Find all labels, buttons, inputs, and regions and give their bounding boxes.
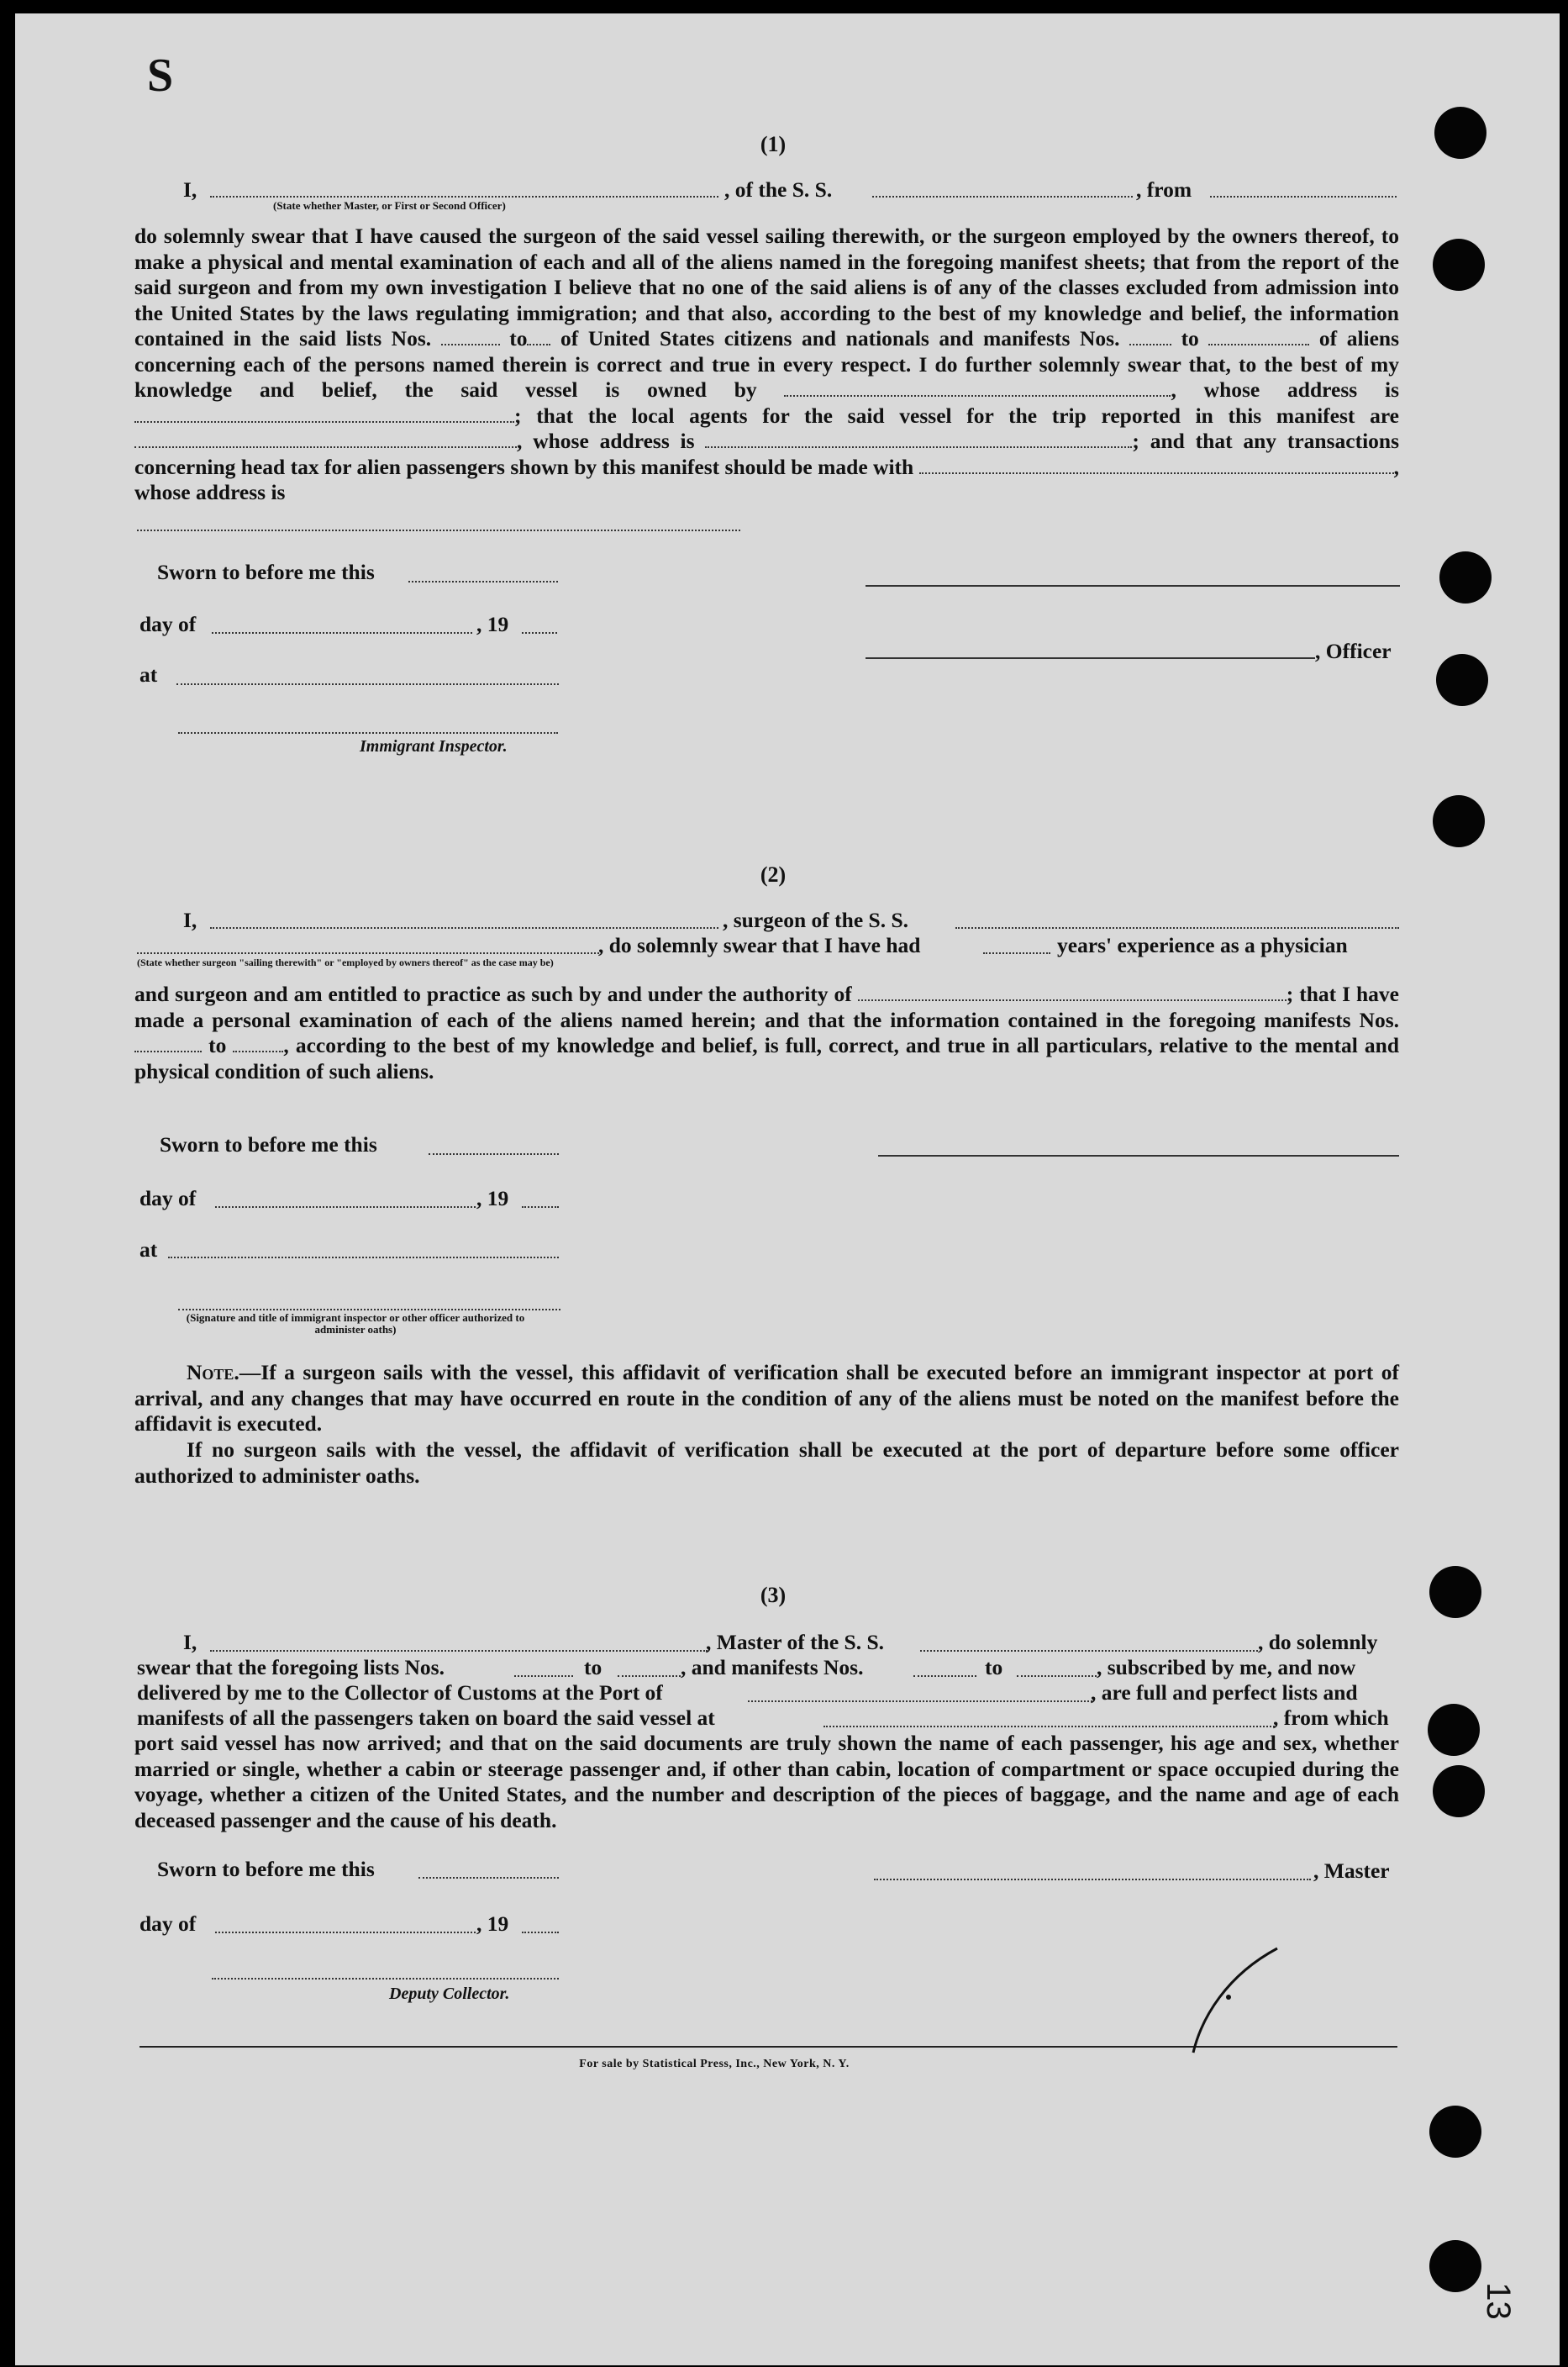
- s3-sworn: Sworn to before me this: [157, 1857, 375, 1881]
- s2-sworn: Sworn to before me this: [160, 1132, 377, 1157]
- s1-at: at: [139, 662, 158, 687]
- s1-manifests-from-field[interactable]: [1129, 329, 1171, 345]
- s1-sworn-field[interactable]: [408, 581, 558, 583]
- s3-manifests-to-field[interactable]: [1017, 1675, 1097, 1677]
- s2-I: I,: [183, 908, 197, 932]
- s2-body-a: and surgeon and am entitled to practice as such by and under the authority of: [134, 982, 852, 1006]
- s2-body-b: that I have made a personal examination of each of the aliens named herein; and that the information contained in the foregoing manifests Nos.: [134, 982, 1399, 1032]
- s3-I: I,: [183, 1630, 197, 1654]
- s1-officer-signature-line[interactable]: [866, 585, 1400, 587]
- s2-manifests-from-field[interactable]: [134, 1036, 202, 1052]
- s1-officer-label: , Officer: [1315, 639, 1392, 663]
- s3-line2-a: swear that the foregoing lists Nos.: [137, 1655, 445, 1679]
- s2-note-2: If no surgeon sails with the vessel, the affidavit of verification shall be executed at the port of departure before some officer authorized to administer oaths.: [134, 1437, 1399, 1488]
- binder-hole: [1429, 2106, 1481, 2158]
- s1-day-of: day of: [139, 612, 197, 636]
- s2-sworn-field[interactable]: [429, 1153, 559, 1155]
- s2-day-of: day of: [139, 1186, 197, 1210]
- s3-manifests-from-field[interactable]: [913, 1675, 976, 1677]
- binder-hole: [1436, 654, 1488, 706]
- s1-whose3: , whose address is: [134, 454, 1400, 504]
- s1-body-b: of United States citizens and nationals and manifests Nos.: [560, 326, 1120, 351]
- s2-to: to: [208, 1033, 227, 1057]
- s3-line3-a: delivered by me to the Collector of Customs at the Port of: [137, 1680, 663, 1705]
- s3-deputy-label: Deputy Collector.: [389, 1985, 510, 2003]
- s3-day-field[interactable]: [215, 1932, 476, 1933]
- s2-official-note: (Signature and title of immigrant inspector or other officer authorized to administer oaths): [186, 1311, 525, 1336]
- s3-subscribed: , subscribed by me, and now: [1097, 1655, 1356, 1679]
- s1-owner-address-field[interactable]: [134, 406, 514, 423]
- s3-line3-b: , are full and perfect lists and: [1091, 1680, 1358, 1705]
- s1-whose1: , whose address is: [1171, 377, 1400, 402]
- s3-swear: , do solemnly: [1258, 1630, 1378, 1654]
- s1-from: , from: [1136, 177, 1192, 202]
- s2-surgeon-of-ss: , surgeon of the S. S.: [723, 908, 909, 932]
- s3-lists-from-field[interactable]: [514, 1675, 573, 1677]
- binder-hole: [1433, 239, 1485, 291]
- s1-inspector-signature-line[interactable]: [178, 732, 558, 734]
- s2-authority-field[interactable]: [858, 984, 1286, 1001]
- s2-capacity-note: (State whether surgeon "sailing therewith" or "employed by owners thereof" as the case may be): [137, 957, 554, 968]
- s1-agents-field[interactable]: [134, 431, 517, 448]
- s1-day-field[interactable]: [212, 632, 472, 634]
- s1-year: , 19: [476, 612, 509, 636]
- s3-vessel-field[interactable]: [920, 1650, 1258, 1652]
- binder-hole: [1428, 1704, 1480, 1756]
- s1-to2: to: [1181, 326, 1199, 351]
- s1-headtax-field[interactable]: [919, 457, 1394, 474]
- binder-hole: [1433, 1765, 1485, 1817]
- s1-officer-note: (State whether Master, or First or Second Officer): [273, 199, 506, 212]
- s2-day-field[interactable]: [215, 1206, 476, 1208]
- s2-years-label: years' experience as a physician: [1057, 933, 1348, 957]
- pen-stroke-mark: [1185, 1942, 1286, 2059]
- page-number: 13: [1479, 2282, 1517, 2320]
- binder-hole: [1429, 1566, 1481, 1618]
- s2-official-signature-line[interactable]: [178, 1309, 560, 1310]
- s3-deputy-signature-line[interactable]: [212, 1978, 559, 1980]
- s1-body-c: of aliens concerning each of the persons named therein is correct and true in every respect. I do further solemnly swear that, to the best of my knowledge and belief, the said vessel is owned by: [134, 326, 1400, 402]
- section-1-heading: (1): [760, 132, 787, 156]
- s2-note: [134, 1360, 1399, 1437]
- section-2-heading: (2): [760, 862, 787, 887]
- s1-body-d: that the local agents for the said vessel for the trip reported in this manifest are: [536, 403, 1399, 428]
- s3-sworn-field[interactable]: [418, 1877, 559, 1879]
- corner-mark: S: [147, 50, 171, 102]
- s2-note-label: Note.: [187, 1360, 239, 1384]
- s1-headtax-address-field[interactable]: [137, 530, 740, 531]
- s3-line4-a: manifests of all the passengers taken on board the said vessel at: [137, 1705, 715, 1730]
- s1-to1: to: [509, 326, 528, 351]
- s1-lists-from-field[interactable]: [441, 329, 500, 345]
- s2-note-1: —If a surgeon sails with the vessel, this affidavit of verification shall be executed before an immigrant inspector at port of arrival, and any changes that may have occurred en route in the condition of any of the aliens must be noted on the manifest before the affidavit is executed.: [134, 1360, 1399, 1436]
- s1-body-e: ; and that any transactions concerning head tax for alien passengers shown by this manifest should be made with: [134, 429, 1400, 479]
- binder-hole: [1439, 551, 1492, 604]
- s1-lists-to-field[interactable]: [527, 329, 550, 345]
- s1-inspector-label: Immigrant Inspector.: [360, 737, 508, 756]
- s3-master-name-field[interactable]: [210, 1650, 708, 1652]
- s1-whose2: whose address is: [533, 429, 695, 453]
- s3-master-signature-line[interactable]: [874, 1879, 1311, 1880]
- s3-embark-port-field[interactable]: [823, 1726, 1275, 1727]
- s3-body: port said vessel has now arrived; and that on the said documents are truly shown the name of each passenger, his age and sex, whether married or single, whether a cabin or steerage passenger and, if other than cabin, location of compartment or space occupied during the voyage, whether a citizen of the United States, and the number and description of the pieces of baggage, and the name and age of each deceased passenger and the cause of his death.: [134, 1731, 1399, 1832]
- s1-manifests-to-field[interactable]: [1208, 329, 1309, 345]
- s1-body: do solemnly swear that I have caused the surgeon of the said vessel sailing therewith, or the surgeon employed by the owners thereof, to make a physical and mental examination of each and all of the aliens named in the foregoing manifest sheets; that from the report of the said surgeon and from my own investigation I believe that no one of the said aliens is of any of the classes excluded from admission into the United States by the laws regulating immigration; and that also, according to the best of my knowledge and belief, the information contained in the said lists Nos. to of United States citizens and nationals and manifests Nos. to of aliens concerning each of the persons named therein is correct and true in every respect. I do further solemnly swear that, to the best of my knowledge and belief, the said vessel is owned by , whose address is ; that the local agents for the said vessel for the trip reported in this manifest are , whose address is ; and that any transactions concerning head tax for alien passengers shown by this manifest should be made with , whose address is: [134, 224, 1400, 504]
- s3-line4-b: , from which: [1273, 1705, 1389, 1730]
- s1-from-field[interactable]: [1210, 196, 1397, 198]
- s3-port-field[interactable]: [748, 1700, 1092, 1702]
- s2-capacity-field[interactable]: [137, 952, 599, 954]
- s1-year-field[interactable]: [522, 632, 557, 634]
- s3-manifests: , and manifests Nos.: [681, 1655, 864, 1679]
- s1-owner-field[interactable]: [784, 380, 1171, 397]
- s1-officer-title-line[interactable]: [866, 657, 1315, 659]
- s3-year-field[interactable]: [522, 1932, 559, 1933]
- s2-manifests-to-field[interactable]: [233, 1036, 283, 1052]
- section-3-heading: (3): [760, 1583, 787, 1607]
- s3-master-of-ss: , Master of the S. S.: [706, 1630, 885, 1654]
- s2-years-field[interactable]: [983, 952, 1050, 954]
- binder-hole: [1429, 2240, 1481, 2292]
- s1-body-a: do solemnly swear that I have caused the surgeon of the said vessel sailing therewith, or the surgeon employed by the owners thereof, to make a physical and mental examination of each and all of the aliens named in the foregoing manifest sheets; that from the report of the said surgeon and from my own investigation I believe that no one of the said aliens is of any of the classes excluded from admission into the United States by the laws regulating immigration; and that also, according to the best of my knowledge and belief, the information contained in the said lists Nos.: [134, 224, 1399, 351]
- s3-year: , 19: [476, 1911, 509, 1936]
- binder-hole: [1434, 107, 1486, 159]
- s1-of-ss: , of the S. S.: [724, 177, 833, 202]
- s1-officer-field[interactable]: [210, 196, 718, 198]
- s2-body-c: , according to the best of my knowledge and belief, is full, correct, and true in all particulars, relative to the mental and physical condition of such aliens.: [134, 1033, 1400, 1083]
- s3-day-of: day of: [139, 1911, 197, 1936]
- s2-at: at: [139, 1237, 158, 1262]
- s2-year: , 19: [476, 1186, 509, 1210]
- s1-at-field[interactable]: [176, 683, 559, 685]
- printer-imprint: For sale by Statistical Press, Inc., New York, N. Y.: [579, 2058, 850, 2070]
- s3-lists-to-field[interactable]: [618, 1675, 681, 1677]
- s1-I: I,: [183, 177, 197, 202]
- s2-body: and surgeon and am entitled to practice as such by and under the authority of ; that I have made a personal examination of each of the aliens named herein; and that the information contained in the foregoing manifests Nos. to , according to the best of my knowledge and belief, is full, correct, and true in all particulars, relative to the mental and physical condition of such aliens.: [134, 982, 1400, 1083]
- s3-master-label: , Master: [1313, 1858, 1390, 1883]
- s3-to2: to: [985, 1655, 1003, 1679]
- s2-surgeon-signature-line[interactable]: [878, 1155, 1399, 1157]
- s1-sworn: Sworn to before me this: [157, 560, 375, 584]
- s1-vessel-field[interactable]: [872, 196, 1133, 198]
- s1-agents-address-field[interactable]: [705, 431, 1132, 448]
- s2-swear: , do solemnly swear that I have had: [598, 933, 921, 957]
- s2-at-field[interactable]: [168, 1257, 559, 1258]
- s2-surgeon-name-field[interactable]: [210, 927, 718, 929]
- s3-to1: to: [584, 1655, 602, 1679]
- binder-hole: [1433, 795, 1485, 847]
- s2-vessel-field[interactable]: [955, 927, 1399, 929]
- s2-year-field[interactable]: [522, 1206, 559, 1208]
